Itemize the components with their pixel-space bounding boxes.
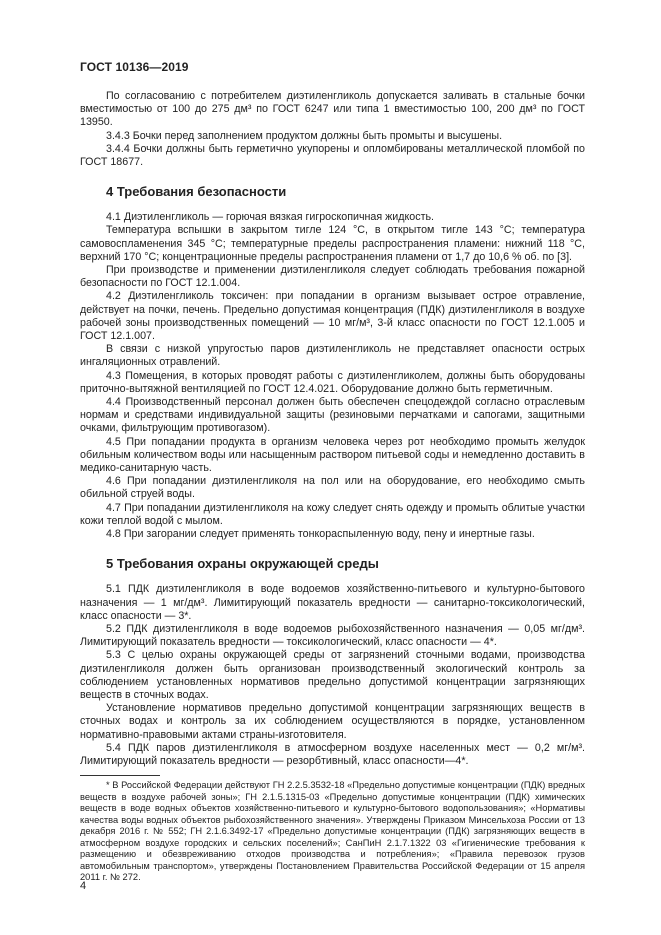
document-body bbox=[80, 90, 585, 884]
section-5-paragraph: 5.3 С целью охраны окружающей среды от загрязнений сточными водами, производства диэтиленгликоля должен быть организован производственный экологический контроль за соблюдением установленных нормативов предельно допустимой концентрации загрязняющих веществ в сточных водах. bbox=[80, 649, 585, 701]
footnote-divider bbox=[80, 775, 160, 776]
section-4-paragraph: В связи с низкой упругостью паров диэтиленгликоль не представляет опасности острых ингаляционных отравлений. bbox=[80, 343, 585, 369]
section-4-paragraph: 4.8 При загорании следует применять тонкораспыленную воду, пену и инертные газы. bbox=[106, 528, 535, 541]
section-5-paragraph: 5.2 ПДК диэтиленгликоля в воде водоемов рыбохозяйственного назначения — 0,05 мг/дм³. Лимитирующий показатель вредности — токсикологический, класс опасности — 4*. bbox=[80, 622, 585, 649]
footnote-text: * В Российской Федерации действуют ГН 2.2.5.3532-18 «Предельно допустимые концентрации (ПДК) вредных веществ в воздухе рабочей зоны»; ГН 2.1.5.1315-03 «Предельно допустимые концентрации (ПДК) химических веществ в воде водных объектов хозяйственно-питьевого и культурно-бытового водопользования»; «Нормативы качества воды водных объектов рыбохозяйственного значения». Утверждены Приказом Минсельхоза России от 13 декабря 2016 г. № 552; ГН 2.1.6.3492-17 «Предельно допустимые концентрации (ПДК) загрязняющих веществ в атмосферном воздухе городских и сельских поселений»; СанПиН 2.1.7.1322 03 «Гигиенические требования к размещению и обезвреживанию отходов производства и потребления»; «Правила перевозок грузов автомобильным транспортом», утверждены Постановлением Правительства Российской Федерации от 15 апреля 2011 г. № 272. bbox=[80, 780, 585, 883]
section-5-paragraph: 5.4 ПДК паров диэтиленгликоля в атмосферном воздухе населенных мест — 0,2 мг/м³. Лимитирующий показатель вредности — резорбтивный, класс опасности—4*. bbox=[80, 741, 585, 767]
section-4-paragraph: 4.7 При попадании диэтиленгликоля на кожу следует снять одежду и промыть облитые участки кожи теплой водой с мылом. bbox=[80, 501, 585, 527]
footnote bbox=[80, 780, 585, 884]
section-4-paragraph: 4.1 Диэтиленгликоль — горючая вязкая гигроскопичная жидкость. bbox=[106, 211, 434, 224]
section-4-paragraph: 4.3 Помещения, в которых проводят работы с диэтиленгликолем, должны быть оборудованы приточно-вытяжной вентиляцией по ГОСТ 12.4.021. Оборудование должно быть герметичным. bbox=[80, 369, 585, 395]
section-5-paragraph: 5.1 ПДК диэтиленгликоля в воде водоемов хозяйственно-питьевого и культурно-бытового назначения — 1 мг/дм³. Лимитирующий показатель вредности — санитарно-токсикологический, класс опасности — 3*. bbox=[80, 583, 585, 622]
section-4-paragraph: 4.2 Диэтиленгликоль токсичен: при попадании в организм вызывает острое отравление, действует на почки, печень. Предельно допустимая концентрация (ПДК) диэтиленгликоля в воздухе рабочей зоны производственных помещений — 10 мг/м³, 3-й класс опасности по ГОСТ 12.1.005 и ГОСТ 12.1.007. bbox=[80, 290, 585, 343]
document-header: ГОСТ 10136—2019 bbox=[80, 60, 189, 74]
section-4-paragraph: 4.6 При попадании диэтиленгликоля на пол или на оборудование, его необходимо смыть обильной струей воды. bbox=[80, 475, 585, 501]
section-5-paragraph: Установление нормативов предельно допустимой концентрации загрязняющих веществ в сточных водах и контроль за их соблюдением осуществляются в порядке, установленном нормативно-правовыми актами страны-изготовителя. bbox=[80, 702, 585, 741]
section-4-paragraph: 4.5 При попадании продукта в организм человека через рот необходимо промыть желудок обильным количеством воды или насыщенным раствором питьевой соды и немедленно доставить в медико-санитарную часть. bbox=[80, 435, 585, 475]
intro-paragraph-2: 3.4.3 Бочки перед заполнением продуктом должны быть промыты и высушены. bbox=[106, 129, 503, 142]
section-4-title: 4 Требования безопасности bbox=[106, 184, 287, 200]
intro-paragraph-1: По согласованию с потребителем диэтиленгликоль допускается заливать в стальные бочки вместимостью от 100 до 275 дм³ по ГОСТ 6247 или типа 1 вместимостью 100, 200 дм³ по ГОСТ 13950. bbox=[80, 90, 585, 129]
page-number: 4 bbox=[80, 880, 87, 892]
intro-paragraph-3: 3.4.4 Бочки должны быть герметично укупорены и опломбированы металлической пломбой по ГОСТ 18677. bbox=[80, 142, 585, 169]
section-4-paragraph: Температура вспышки в закрытом тигле 124 °С, в открытом тигле 143 °С; температура самовоспламенения 345 °С; температурные пределы распространения пламени: нижний 118 °С, верхний 170 °С; концентрационные пределы распространения пламени от 1,7 до 10,6 % об. по [3]. bbox=[80, 224, 585, 263]
section-4-paragraph: 4.4 Производственный персонал должен быть обеспечен спецодеждой согласно отраслевым нормам и средствами индивидуальной защиты (резиновыми перчатками и сапогами, защитными очками, фильтрующим противогазом). bbox=[80, 396, 585, 435]
section-5-title: 5 Требования охраны окружающей среды bbox=[106, 556, 379, 572]
section-4-paragraph: При производстве и применении диэтиленгликоля следует соблюдать требования пожарной безопасности по ГОСТ 12.1.004. bbox=[80, 264, 585, 290]
